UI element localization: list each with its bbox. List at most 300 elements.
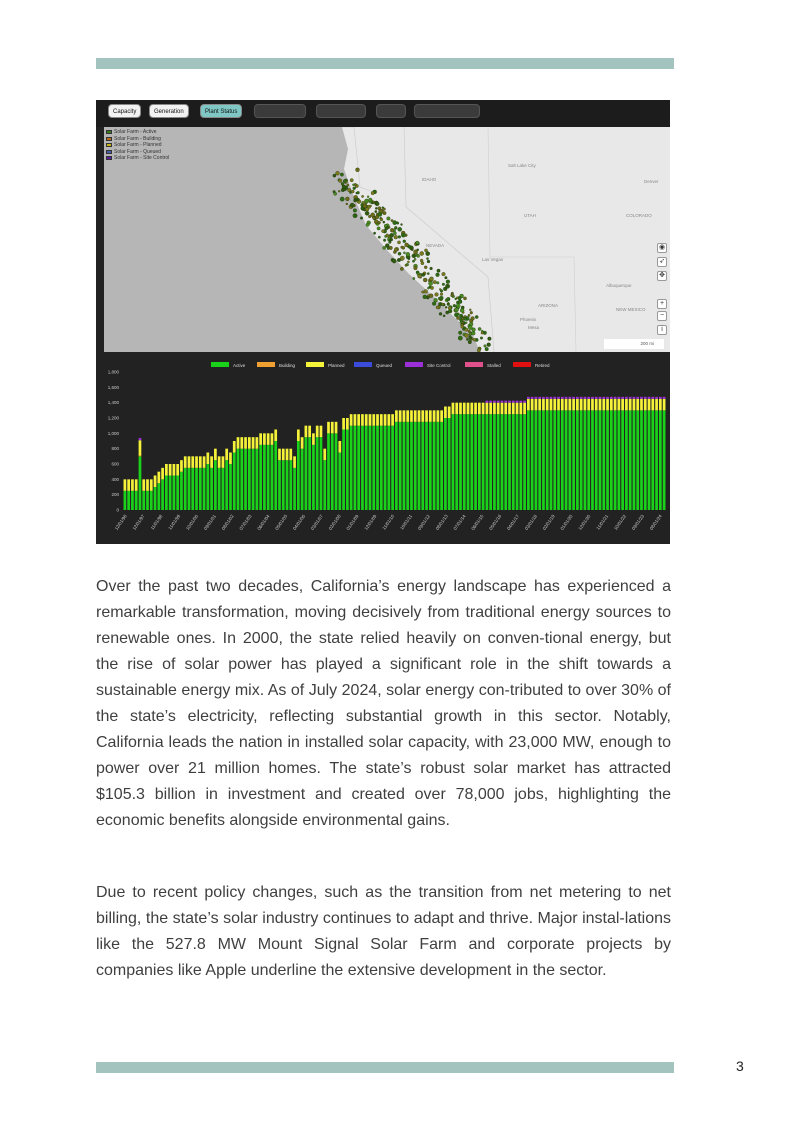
solar-plant-marker[interactable]: [383, 246, 386, 249]
legend-label: Solar Farm - Queued: [114, 148, 161, 155]
solar-plant-marker[interactable]: [454, 308, 458, 312]
footer-rule: [96, 1062, 674, 1073]
solar-plant-marker[interactable]: [400, 267, 403, 270]
bar-segment-planned: [565, 399, 568, 411]
bar-segment-site-control-cap: [618, 397, 621, 399]
solar-plant-marker[interactable]: [433, 280, 436, 283]
bar-segment-planned: [259, 433, 262, 445]
bar-segment-active: [542, 410, 545, 510]
bar-segment-building: [139, 456, 142, 457]
bar-segment-active: [421, 422, 424, 510]
solar-plant-marker[interactable]: [436, 273, 440, 277]
x-tick-label: 11/01/98: [149, 513, 164, 531]
bar-segment-planned: [354, 414, 357, 426]
solar-plant-marker[interactable]: [373, 232, 375, 234]
solar-plant-marker[interactable]: [350, 179, 353, 182]
solar-plant-marker[interactable]: [468, 340, 472, 344]
bar-segment-planned: [338, 441, 341, 453]
solar-plant-marker[interactable]: [389, 246, 393, 250]
solar-plant-marker[interactable]: [480, 337, 483, 340]
solar-plant-marker[interactable]: [350, 203, 354, 207]
solar-plant-marker[interactable]: [394, 230, 396, 232]
solar-plant-marker[interactable]: [340, 173, 343, 176]
solar-plant-marker[interactable]: [445, 284, 449, 288]
solar-plant-marker[interactable]: [471, 317, 475, 321]
layers-icon[interactable]: ◉: [658, 244, 666, 251]
solar-plant-marker[interactable]: [430, 267, 433, 270]
solar-plant-marker[interactable]: [478, 327, 481, 330]
solar-plant-marker[interactable]: [366, 223, 369, 226]
x-tick-label: 01/01/20: [559, 513, 574, 531]
bar-segment-site-control-cap: [576, 397, 579, 399]
y-tick-label: 1,000: [107, 430, 119, 436]
solar-plant-marker[interactable]: [356, 168, 360, 172]
bar-segment-active: [523, 414, 526, 510]
bar-segment-site-control-cap: [644, 397, 647, 399]
solar-plant-marker[interactable]: [334, 192, 337, 195]
bar-segment-site-control-cap: [493, 401, 496, 403]
solar-plant-marker[interactable]: [456, 304, 460, 308]
bar-segment-active: [218, 468, 221, 510]
y-tick-label: 1,800: [107, 369, 119, 375]
solar-plant-marker[interactable]: [406, 252, 410, 256]
legend-label: Stalled: [487, 363, 501, 368]
solar-plant-marker[interactable]: [387, 217, 391, 221]
solar-plant-marker[interactable]: [464, 317, 467, 320]
bar-segment-site-control-cap: [542, 397, 545, 399]
solar-plant-marker[interactable]: [357, 191, 360, 194]
bar-segment-planned: [357, 414, 360, 426]
solar-plant-marker[interactable]: [363, 204, 367, 208]
solar-plant-marker[interactable]: [430, 277, 434, 281]
solar-plant-marker[interactable]: [470, 311, 473, 314]
zoom-in-icon[interactable]: +: [657, 299, 667, 309]
solar-plant-marker[interactable]: [383, 211, 386, 214]
solar-plant-marker[interactable]: [383, 239, 386, 242]
solar-plant-marker[interactable]: [417, 249, 419, 251]
solar-plant-marker[interactable]: [426, 252, 430, 256]
bar-segment-planned: [504, 403, 507, 415]
solar-plant-marker[interactable]: [369, 198, 373, 202]
solar-plant-marker[interactable]: [371, 191, 374, 194]
solar-plant-marker[interactable]: [401, 233, 405, 237]
solar-plant-marker[interactable]: [390, 233, 394, 237]
solar-plant-marker[interactable]: [475, 315, 478, 318]
solar-plant-marker[interactable]: [469, 322, 473, 326]
x-tick-label: 08/01/13: [434, 513, 449, 531]
solar-plant-marker[interactable]: [429, 281, 433, 285]
bar-segment-active: [199, 468, 202, 510]
bar-segment-planned: [470, 403, 473, 415]
solar-plant-marker[interactable]: [371, 202, 373, 204]
bar-segment-planned: [225, 449, 228, 461]
solar-plant-marker[interactable]: [468, 326, 472, 330]
solar-plant-marker[interactable]: [458, 300, 462, 304]
solar-plant-marker[interactable]: [370, 205, 372, 207]
bar-segment-site-control-cap: [508, 401, 511, 403]
y-tick-label: 1,200: [107, 415, 119, 421]
x-tick-label: 11/01/99: [167, 513, 182, 531]
solar-plant-marker[interactable]: [451, 294, 454, 297]
solar-plant-marker[interactable]: [443, 315, 445, 317]
solar-plant-marker[interactable]: [342, 185, 346, 189]
solar-plant-marker[interactable]: [417, 255, 420, 258]
solar-plant-marker[interactable]: [398, 252, 401, 255]
bar-segment-planned: [576, 399, 579, 411]
solar-plant-marker[interactable]: [353, 209, 357, 213]
solar-plant-marker[interactable]: [398, 236, 401, 239]
solar-plant-marker[interactable]: [471, 331, 475, 335]
solar-plant-marker[interactable]: [460, 316, 462, 318]
bar-segment-active: [176, 476, 179, 511]
solar-plant-marker[interactable]: [374, 220, 378, 224]
tab-hidden-3[interactable]: [376, 104, 406, 118]
solar-plant-marker[interactable]: [427, 273, 429, 275]
solar-plant-marker[interactable]: [385, 244, 389, 248]
solar-plant-marker[interactable]: [368, 215, 371, 218]
bar-segment-planned: [636, 399, 639, 411]
solar-plant-marker[interactable]: [422, 273, 425, 276]
solar-plant-marker[interactable]: [356, 198, 359, 201]
solar-plant-marker[interactable]: [436, 306, 439, 309]
bar-segment-active: [418, 422, 421, 510]
solar-plant-marker[interactable]: [418, 274, 422, 278]
solar-plant-marker[interactable]: [375, 207, 377, 209]
solar-plant-marker[interactable]: [458, 336, 462, 340]
bar-segment-active: [248, 449, 251, 510]
solar-dashboard-figure: [96, 100, 670, 544]
solar-plant-marker[interactable]: [416, 241, 419, 244]
bar-segment-active: [256, 449, 259, 510]
bar-segment-active: [448, 418, 451, 510]
bar-segment-planned: [376, 414, 379, 426]
solar-plant-marker[interactable]: [411, 247, 413, 249]
bar-segment-active: [546, 410, 549, 510]
solar-plant-marker[interactable]: [345, 197, 349, 201]
solar-plant-marker[interactable]: [382, 230, 385, 233]
solar-plant-marker[interactable]: [394, 248, 397, 251]
solar-plant-marker[interactable]: [414, 258, 416, 260]
bar-segment-planned: [237, 437, 240, 449]
solar-plant-marker[interactable]: [466, 338, 468, 340]
x-tick-label: 11/01/21: [595, 513, 610, 531]
solar-plant-marker[interactable]: [401, 224, 403, 226]
solar-plant-marker[interactable]: [343, 180, 346, 183]
solar-plant-marker[interactable]: [392, 259, 396, 263]
solar-plant-marker[interactable]: [353, 187, 356, 190]
solar-plant-marker[interactable]: [429, 294, 433, 298]
legend-label: Site Control: [427, 363, 451, 368]
bar-segment-planned: [595, 399, 598, 411]
solar-plant-marker[interactable]: [423, 295, 427, 299]
solar-plant-marker[interactable]: [460, 322, 462, 324]
solar-plant-marker[interactable]: [420, 259, 423, 262]
solar-plant-marker[interactable]: [426, 258, 428, 260]
solar-plant-marker[interactable]: [446, 311, 449, 314]
solar-plant-marker[interactable]: [351, 190, 354, 193]
solar-plant-marker[interactable]: [367, 196, 369, 198]
solar-plant-marker[interactable]: [469, 336, 472, 339]
solar-plant-marker[interactable]: [414, 266, 418, 270]
bar-segment-active: [535, 410, 538, 510]
bar-segment-planned: [648, 399, 651, 411]
solar-plant-marker[interactable]: [424, 290, 428, 294]
bar-segment-active: [165, 476, 168, 511]
solar-plant-marker[interactable]: [338, 190, 340, 192]
solar-plant-marker[interactable]: [394, 235, 398, 239]
bar-segment-active: [335, 433, 338, 510]
x-tick-label: 12/01/09: [363, 513, 378, 531]
bar-segment-active: [610, 410, 613, 510]
bar-segment-active: [459, 414, 462, 510]
body-paragraph-2: Due to recent policy changes, such as the transition from net metering to net billing, the state’s solar industry continues to adapt and thrive. Major instal-lations like the 527.8 MW Mount Signal Solar Farm and corporate projects by companies like Apple underline the extensive development in the sector.: [96, 884, 671, 979]
map-label-new-mexico: NEW MEXICO: [616, 307, 646, 312]
solar-plant-marker[interactable]: [469, 309, 471, 311]
solar-plant-marker[interactable]: [355, 214, 357, 216]
solar-plant-marker[interactable]: [400, 256, 404, 260]
bar-segment-site-control-cap: [663, 397, 666, 399]
solar-plant-marker[interactable]: [346, 203, 348, 205]
solar-plant-marker[interactable]: [448, 306, 451, 309]
solar-plant-marker[interactable]: [383, 221, 385, 223]
solar-plant-marker[interactable]: [340, 197, 344, 201]
solar-plant-marker[interactable]: [403, 252, 405, 254]
solar-plant-marker[interactable]: [447, 297, 451, 301]
solar-plant-marker[interactable]: [485, 347, 489, 351]
bar-segment-planned: [301, 437, 304, 449]
bar-segment-planned: [131, 479, 134, 491]
bar-segment-site-control-cap: [640, 397, 643, 399]
bar-segment-planned: [437, 410, 440, 422]
bar-segment-active: [354, 426, 357, 510]
bar-segment-active: [369, 426, 372, 510]
solar-plant-marker[interactable]: [423, 278, 427, 282]
solar-plant-marker[interactable]: [393, 221, 397, 225]
fullscreen-icon[interactable]: ✥: [657, 271, 667, 281]
solar-plant-marker[interactable]: [338, 179, 342, 183]
tab-generation[interactable]: Generation: [149, 104, 189, 118]
solar-plant-marker[interactable]: [407, 261, 409, 263]
bar-segment-site-control-cap: [602, 397, 605, 399]
solar-plant-marker[interactable]: [375, 210, 377, 212]
solar-plant-marker[interactable]: [336, 171, 340, 175]
solar-plant-marker[interactable]: [463, 297, 466, 300]
solar-plant-marker[interactable]: [383, 208, 386, 211]
bar-segment-active: [139, 456, 142, 510]
x-tick-label: 05/01/05: [274, 513, 289, 531]
solar-plant-marker[interactable]: [360, 217, 363, 220]
legend-label: Queued: [376, 363, 393, 368]
map-label-idaho: IDAHO: [422, 177, 437, 182]
solar-plant-marker[interactable]: [445, 276, 448, 279]
solar-plant-marker[interactable]: [422, 291, 425, 294]
tab-hidden-4[interactable]: [414, 104, 480, 118]
x-tick-label: 03/01/07: [309, 513, 325, 531]
solar-plant-marker[interactable]: [429, 286, 431, 288]
bar-segment-active: [519, 414, 522, 510]
bar-segment-planned: [203, 456, 206, 468]
solar-plant-marker[interactable]: [435, 293, 439, 297]
solar-plant-marker[interactable]: [378, 236, 380, 238]
bar-segment-site-control-cap: [553, 397, 556, 399]
solar-plant-marker[interactable]: [481, 332, 484, 335]
solar-plant-marker[interactable]: [468, 314, 470, 316]
solar-plant-marker[interactable]: [439, 312, 442, 315]
solar-plant-marker[interactable]: [386, 234, 389, 237]
bar-segment-active: [580, 410, 583, 510]
bar-segment-active: [240, 449, 243, 510]
solar-plant-marker[interactable]: [352, 184, 354, 186]
solar-plant-marker[interactable]: [402, 246, 405, 249]
solar-plant-marker[interactable]: [412, 260, 414, 262]
solar-plant-marker[interactable]: [456, 297, 458, 299]
solar-plant-marker[interactable]: [453, 304, 456, 307]
bar-segment-site-control-cap: [568, 397, 571, 399]
page-number: 3: [736, 1058, 744, 1074]
solar-plant-marker[interactable]: [398, 227, 402, 231]
solar-plant-marker[interactable]: [458, 331, 462, 335]
bar-segment-planned: [384, 414, 387, 426]
solar-plant-marker[interactable]: [394, 226, 397, 229]
solar-plant-marker[interactable]: [384, 224, 387, 227]
info-icon[interactable]: i: [657, 325, 667, 335]
solar-plant-marker[interactable]: [377, 227, 380, 230]
bar-segment-active: [214, 460, 217, 510]
map-label-arizona: ARIZONA: [538, 303, 559, 308]
solar-plant-marker[interactable]: [387, 247, 389, 249]
solar-plant-marker[interactable]: [464, 327, 466, 329]
bar-segment-site-control-cap: [497, 401, 500, 403]
solar-plant-marker[interactable]: [413, 277, 415, 279]
map-label-phoenix: Phoenix: [520, 317, 537, 322]
solar-plant-marker[interactable]: [440, 290, 443, 293]
y-tick-label: 600: [111, 461, 119, 467]
bar-segment-planned: [387, 414, 390, 426]
tab-hidden-2[interactable]: [316, 104, 366, 118]
locate-icon[interactable]: ➶: [657, 257, 667, 267]
solar-plant-marker[interactable]: [347, 184, 349, 186]
solar-plant-marker[interactable]: [437, 282, 440, 285]
x-tick-label: 04/01/06: [291, 513, 307, 531]
bar-segment-planned: [610, 399, 613, 411]
solar-plant-marker[interactable]: [464, 333, 468, 337]
solar-plant-marker[interactable]: [378, 212, 382, 216]
solar-plant-marker[interactable]: [365, 207, 369, 211]
zoom-out-icon[interactable]: −: [657, 311, 667, 321]
solar-plant-marker[interactable]: [454, 313, 458, 317]
bar-segment-active: [308, 437, 311, 510]
solar-plant-marker[interactable]: [440, 293, 443, 296]
solar-plant-marker[interactable]: [365, 211, 369, 215]
solar-plant-marker[interactable]: [434, 298, 438, 302]
solar-plant-marker[interactable]: [473, 338, 476, 341]
solar-plant-marker[interactable]: [440, 296, 444, 300]
bar-segment-planned: [240, 437, 243, 449]
bar-segment-planned: [527, 399, 530, 411]
x-tick-label: 09/01/01: [202, 513, 218, 531]
solar-plant-marker[interactable]: [380, 218, 383, 221]
legend-label: Active: [233, 363, 246, 368]
bar-segment-site-control-cap: [599, 397, 602, 399]
solar-plant-marker[interactable]: [469, 333, 472, 336]
solar-plant-marker[interactable]: [397, 241, 400, 244]
bar-segment-planned: [535, 399, 538, 411]
solar-plant-marker[interactable]: [427, 260, 430, 263]
bar-segment-active: [124, 491, 127, 510]
bar-segment-active: [572, 410, 575, 510]
solar-plant-marker[interactable]: [396, 222, 399, 225]
tab-plant-status[interactable]: Plant Status: [200, 104, 242, 118]
bar-segment-planned: [150, 479, 153, 491]
bar-segment-planned: [154, 476, 157, 488]
bar-segment-planned: [391, 414, 394, 426]
solar-plant-marker[interactable]: [375, 202, 379, 206]
solar-plant-marker[interactable]: [424, 266, 427, 269]
solar-plant-marker[interactable]: [487, 343, 491, 347]
bar-segment-site-control-cap: [557, 397, 560, 399]
bar-segment-planned: [350, 414, 353, 426]
solar-plant-marker[interactable]: [412, 254, 416, 258]
solar-plant-marker[interactable]: [445, 306, 447, 308]
solar-plant-marker[interactable]: [484, 345, 487, 348]
solar-plant-marker[interactable]: [432, 302, 436, 306]
bar-segment-active: [271, 445, 274, 510]
bar-segment-planned: [308, 426, 311, 438]
bar-segment-active: [225, 460, 228, 510]
bar-segment-planned: [448, 407, 451, 419]
solar-plant-marker[interactable]: [468, 330, 471, 333]
x-tick-label: 12/01/20: [577, 513, 592, 531]
bar-segment-active: [474, 414, 477, 510]
solar-plant-marker[interactable]: [460, 309, 464, 313]
solar-plant-marker[interactable]: [403, 240, 406, 243]
solar-plant-marker[interactable]: [488, 337, 492, 341]
bar-segment-active: [478, 414, 481, 510]
solar-plant-marker[interactable]: [361, 195, 363, 197]
solar-plant-marker[interactable]: [437, 269, 440, 272]
solar-plant-marker[interactable]: [389, 241, 392, 244]
bar-segment-site-control-cap: [606, 397, 609, 399]
solar-plant-marker[interactable]: [364, 199, 368, 203]
solar-plant-marker[interactable]: [442, 272, 446, 276]
x-tick-label: 06/01/15: [470, 513, 485, 531]
solar-plant-marker[interactable]: [446, 280, 450, 284]
solar-plant-marker[interactable]: [420, 251, 424, 255]
solar-plant-marker[interactable]: [405, 243, 409, 247]
x-tick-label: 06/01/04: [256, 513, 271, 531]
bar-segment-site-control-cap: [629, 397, 632, 399]
bar-segment-planned: [297, 430, 300, 442]
solar-plant-marker[interactable]: [393, 232, 396, 235]
solar-plant-marker[interactable]: [333, 174, 336, 177]
solar-plant-marker[interactable]: [354, 199, 356, 201]
tab-hidden-1[interactable]: [254, 104, 306, 118]
bar-segment-active: [516, 414, 519, 510]
solar-plant-marker[interactable]: [405, 264, 407, 266]
solar-plant-marker[interactable]: [442, 283, 445, 286]
solar-plant-marker[interactable]: [447, 303, 450, 306]
solar-plant-marker[interactable]: [465, 322, 467, 324]
bar-segment-planned: [410, 410, 413, 422]
tab-capacity[interactable]: Capacity: [108, 104, 141, 118]
bar-segment-planned: [267, 433, 270, 445]
solar-plant-marker[interactable]: [442, 303, 444, 305]
plant-status-map[interactable]: [104, 127, 670, 352]
bar-segment-planned: [335, 422, 338, 434]
bar-segment-planned: [474, 403, 477, 415]
bar-segment-planned: [599, 399, 602, 411]
bar-segment-planned: [478, 403, 481, 415]
